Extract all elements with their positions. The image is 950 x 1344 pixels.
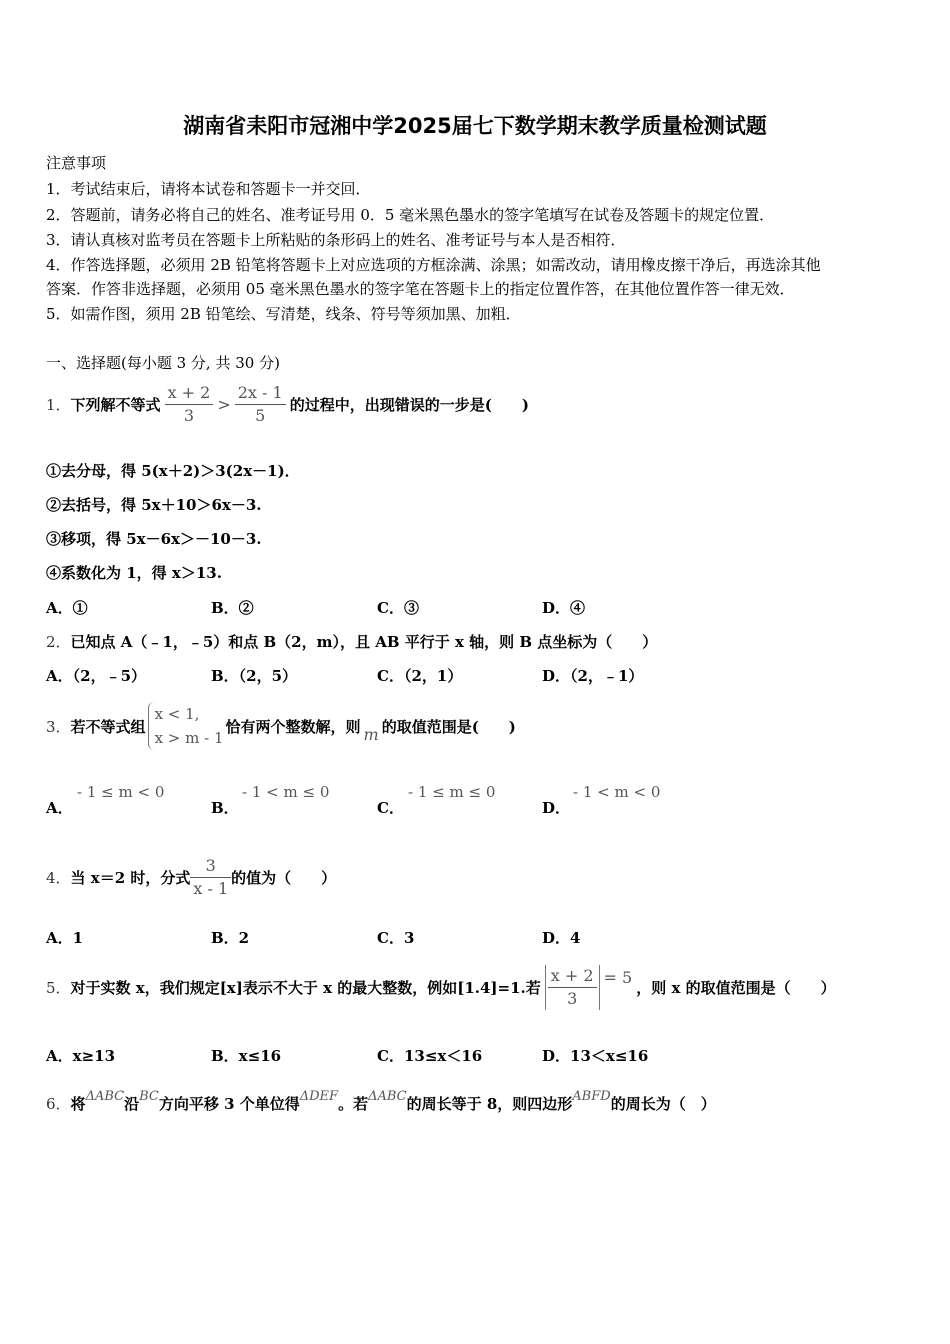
note-item: 3．请认真核对监考员在答题卡上所粘贴的条形码上的姓名、准考证号与本人是否相符． [46,231,626,249]
solution-step: ③移项，得 5x－6x＞－10－3. [46,530,262,548]
option-a[interactable]: A．① [46,599,88,617]
option-b[interactable]: B．（2，5） [211,667,298,685]
question-text: 沿 [124,1095,140,1113]
fraction [190,855,231,900]
equals-five: = 5 [603,967,633,987]
option-b[interactable]: B． [211,799,239,817]
question-text: 。若 [338,1095,369,1113]
question-text: 的值为（ ） [231,868,337,887]
question-text: ，则 x 的取值范围是（ ） [636,978,836,997]
fraction-denominator: 5 [255,405,266,425]
option-a[interactable]: A．x≥13 [46,1047,116,1065]
note-item: 5．如需作图，须用 2B 铅笔绘、写清楚，线条、符号等须加黑、加粗． [46,305,521,323]
inequality-system [148,702,224,750]
question-number: 3． [46,717,71,736]
question-text: 的周长为（ ） [610,1095,716,1113]
question-number: 4． [46,868,71,887]
note-item: 答案．作答非选择题，必须用 05 毫米黑色墨水的签字笔在答题卡上的指定位置作答，在其他位置作答一律无效． [46,280,795,298]
option-b[interactable]: B．② [211,599,254,617]
option-c[interactable]: C．③ [377,599,419,617]
option-c[interactable]: C．3 [377,929,415,947]
option-a-math: - 1 ≤ m < 0 [77,783,165,801]
variable-m: m [363,724,379,744]
option-d[interactable]: D．（2，﹣1） [542,667,644,685]
triangle-abc: ΔABC [368,1089,407,1104]
question-2 [46,631,657,652]
option-d[interactable]: D．④ [542,599,586,617]
option-c[interactable]: C．（2，1） [377,667,463,685]
option-d-math: - 1 < m < 0 [573,783,661,801]
question-text: 方向平移 3 个单位得 [158,1095,300,1113]
quadrilateral-abfd: ABFD [572,1089,611,1104]
question-text: 的周长等于 8，则四边形 [406,1095,573,1113]
inequality-line: x > m - 1 [154,729,224,747]
question-number: 1． [46,395,71,414]
note-item: 4．作答选择题，必须用 2B 铅笔将答题卡上对应选项的方框涂满、涂黑；如需改动，请用橡皮擦干净后，再选涂其他 [46,256,821,274]
fraction [548,965,597,1010]
option-b[interactable]: B．x≤16 [211,1047,282,1065]
option-a[interactable]: A．（2，﹣5） [46,667,147,685]
option-d[interactable]: D．4 [542,929,581,947]
option-d[interactable]: D． [542,799,571,817]
question-text: 的取值范围是( ) [381,717,516,736]
option-c-math: - 1 ≤ m ≤ 0 [408,783,496,801]
notes-heading: 注意事项 [46,154,107,172]
question-number: 6． [46,1095,71,1113]
question-4 [46,842,336,912]
option-d[interactable]: D．13＜x≤16 [542,1047,649,1065]
option-c[interactable]: C． [377,799,404,817]
option-b-math: - 1 < m ≤ 0 [242,783,330,801]
solution-step: ②去括号，得 5x＋10＞6x－3. [46,496,262,514]
page-title: 湖南省耒阳市冠湘中学2025届七下数学期末教学质量检测试题 [183,114,767,138]
fraction-denominator: 3 [567,988,578,1008]
question-3 [46,698,516,754]
question-text: 已知点 A（﹣1，﹣5）和点 B（2，m），且 AB 平行于 x 轴，则 B 点坐标为（ ） [70,633,658,651]
greater-than: > [217,394,231,414]
fraction-numerator: 2x - 1 [235,382,286,405]
fraction-denominator: 3 [183,405,195,425]
question-text: 的过程中，出现错误的一步是( ) [289,395,529,414]
option-a[interactable]: A．1 [46,929,84,947]
triangle-def: ΔDEF [299,1089,339,1104]
fraction-numerator: x + 2 [548,965,597,988]
fraction-numerator: x + 2 [165,382,214,405]
note-item: 2．答题前，请务必将自己的姓名、准考证号用 0．5 毫米黑色墨水的签字笔填写在试卷及答题卡的规定位置． [46,206,775,224]
question-5 [46,958,836,1016]
option-a[interactable]: A． [46,799,73,817]
question-6 [46,1084,716,1114]
question-number: 2． [46,633,71,651]
question-text: 若不等式组 [70,717,146,736]
floor-bracket [545,965,600,1010]
option-b[interactable]: B．2 [211,929,250,947]
fraction-numerator: 3 [190,855,231,878]
segment-bc: BC [139,1089,159,1104]
fraction-denominator: x - 1 [193,878,229,898]
triangle-abc: ΔABC [85,1089,125,1104]
question-1 [46,376,529,432]
option-c[interactable]: C．13≤x＜16 [377,1047,483,1065]
solution-step: ①去分母，得 5(x＋2)＞3(2x－1)． [46,462,300,480]
solution-step: ④系数化为 1，得 x＞13. [46,564,222,582]
question-text: 下列解不等式 [70,395,161,414]
fraction [235,382,286,427]
question-text: 当 x＝2 时，分式 [70,868,191,887]
section-heading: 一、选择题(每小题 3 分, 共 30 分) [46,354,280,372]
question-text: 将 [70,1095,86,1113]
question-text: 恰有两个整数解，则 [225,717,361,736]
inequality-line: x < 1, [154,705,200,723]
note-item: 1．考试结束后，请将本试卷和答题卡一并交回． [46,180,371,198]
question-text: 对于实数 x，我们规定[x]表示不大于 x 的最大整数，例如[1.4]=1.若 [70,978,541,997]
fraction [165,382,214,427]
question-number: 5． [46,978,71,997]
